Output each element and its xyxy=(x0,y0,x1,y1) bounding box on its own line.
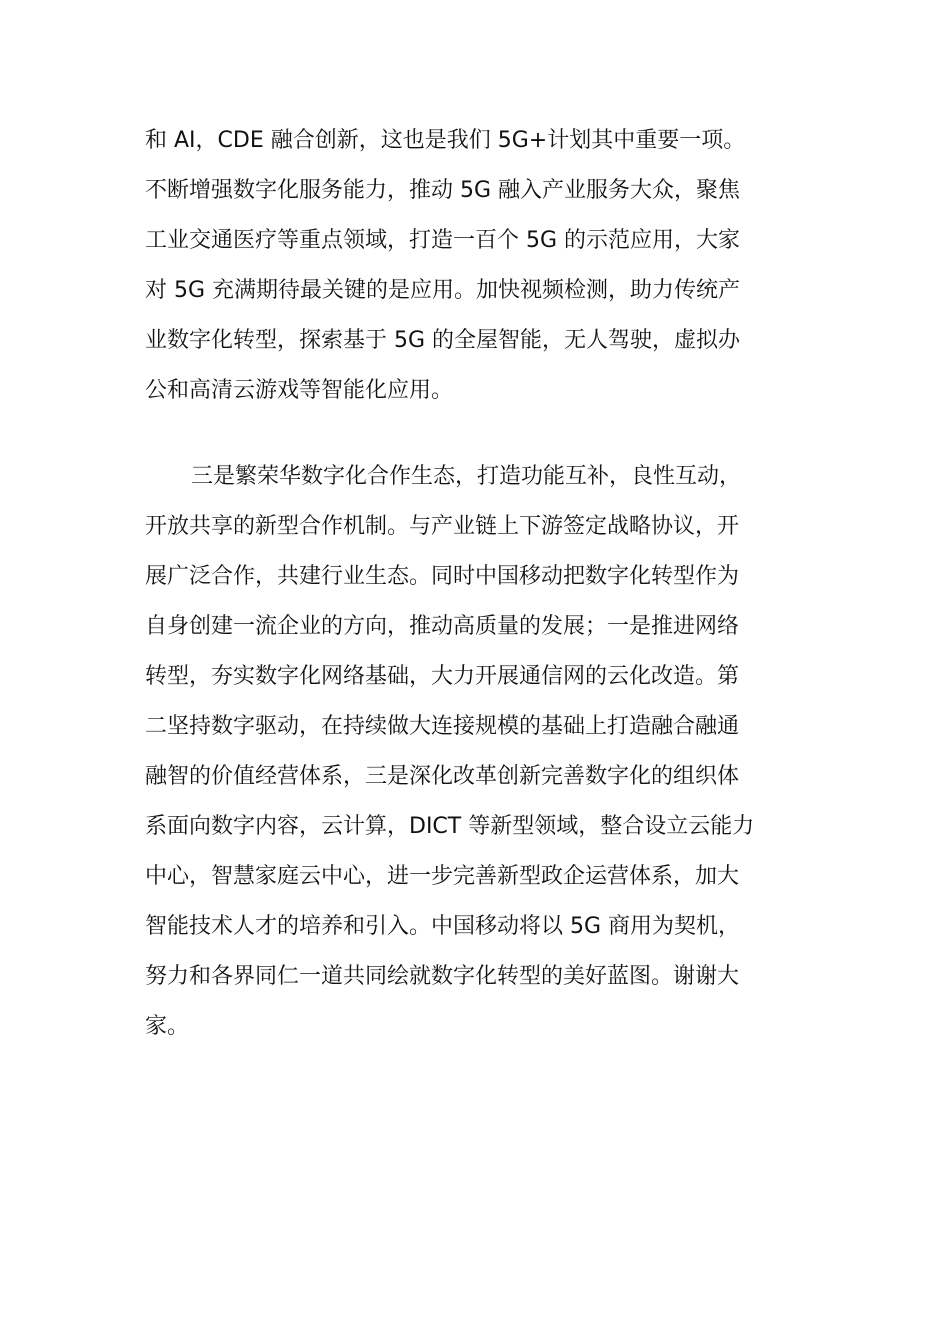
paragraph-line: 中心，智慧家庭云中心，进一步完善新型政企运营体系，加大 xyxy=(145,864,740,889)
paragraph-line: 不断增强数字化服务能力，推动 5G 融入产业服务大众，聚焦 xyxy=(145,178,741,203)
paragraph-line: 融智的价值经营体系，三是深化改革创新完善数字化的组织体 xyxy=(145,764,740,789)
paragraph-2 xyxy=(145,452,805,1052)
paragraph-line: 系面向数字内容，云计算，DICT 等新型领域，整合设立云能力 xyxy=(145,814,755,839)
paragraph-line: 公和高清云游戏等智能化应用。 xyxy=(145,378,454,403)
paragraph-line: 转型，夯实数字化网络基础，大力开展通信网的云化改造。第 xyxy=(145,664,740,689)
paragraph-line: 业数字化转型，探索基于 5G 的全屋智能，无人驾驶，虚拟办 xyxy=(145,328,741,353)
paragraph-first-line: 三是繁荣华数字化合作生态，打造功能互补，良性互动， xyxy=(191,464,742,489)
paragraph-line: 二坚持数字驱动，在持续做大连接规模的基础上打造融合融通 xyxy=(145,714,740,739)
paragraph-1 xyxy=(145,116,805,416)
paragraph-line: 智能技术人才的培养和引入。中国移动将以 5G 商用为契机， xyxy=(145,914,741,939)
paragraph-line: 家。 xyxy=(145,1014,190,1039)
paragraph-line: 自身创建一流企业的方向，推动高质量的发展；一是推进网络 xyxy=(145,614,740,639)
paragraph-line: 对 5G 充满期待最关键的是应用。加快视频检测，助力传统产 xyxy=(145,278,741,303)
paragraph-line: 工业交通医疗等重点领域，打造一百个 5G 的示范应用，大家 xyxy=(145,228,741,253)
paragraph-line: 开放共享的新型合作机制。与产业链上下游签定战略协议，开 xyxy=(145,514,740,539)
paragraph-line: 展广泛合作，共建行业生态。同时中国移动把数字化转型作为 xyxy=(145,564,740,589)
paragraph-line: 努力和各界同仁一道共同绘就数字化转型的美好蓝图。谢谢大 xyxy=(145,964,740,989)
paragraph-line: 和 AI，CDE 融合创新，这也是我们 5G+计划其中重要一项。 xyxy=(145,128,746,153)
